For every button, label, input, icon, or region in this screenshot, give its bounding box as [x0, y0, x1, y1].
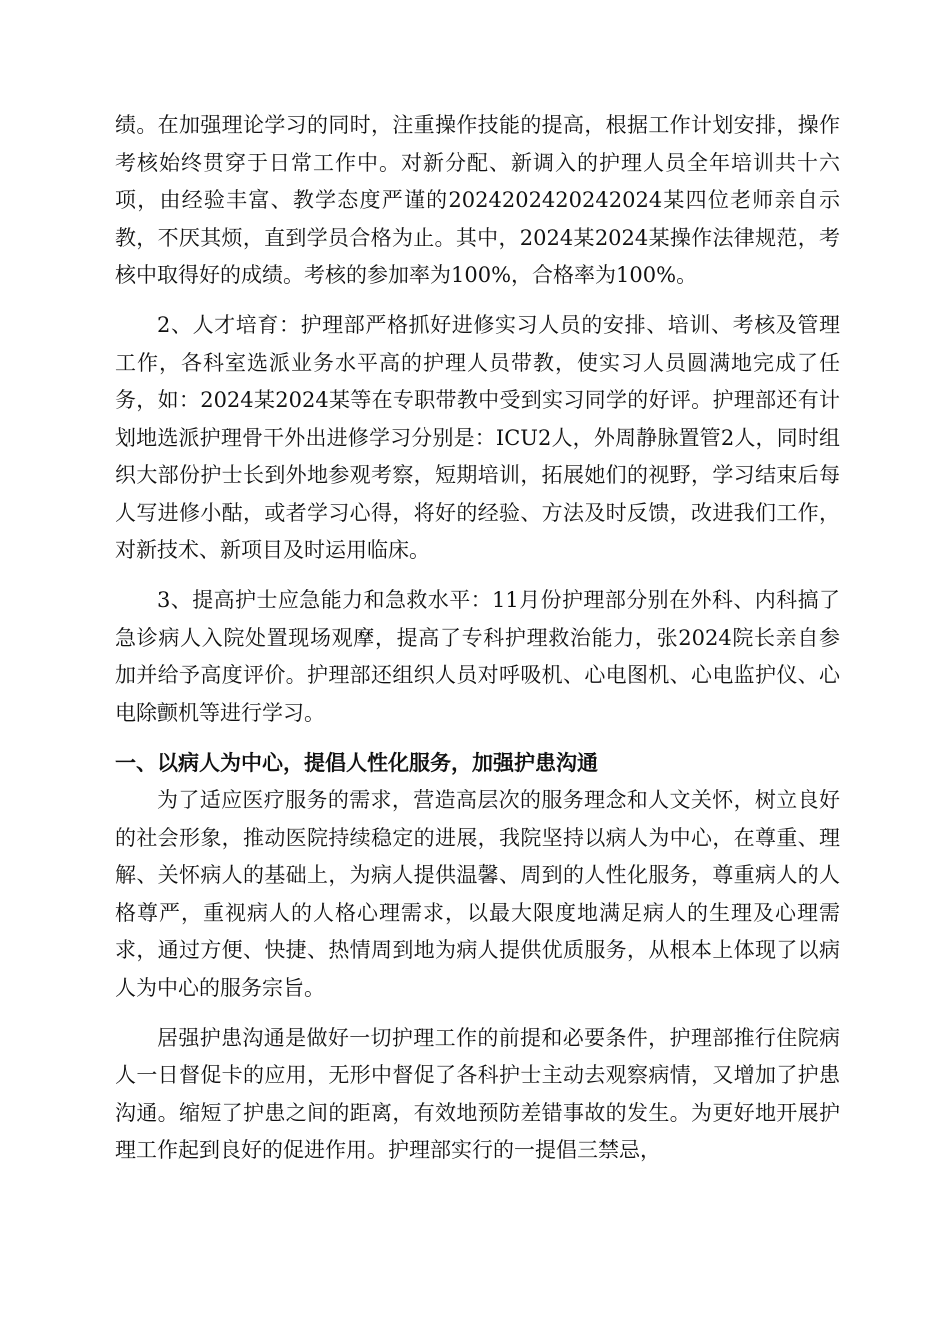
paragraph-nurse-patient-communication: 居强护患沟通是做好一切护理工作的前提和必要条件，护理部推行住院病人一日督促卡的应用，无形中督促了各科护士主动去观察病情，又增加了护患沟通。缩短了护患之间的距离，有效地预防差错事故的发生。为更好地开展护理工作起到良好的促进作用。护理部实行的一提倡三禁忌， [115, 1025, 840, 1162]
paragraph-patient-centered: 为了适应医疗服务的需求，营造高层次的服务理念和人文关怀，树立良好的社会形象，推动医院持续稳定的进展，我院坚持以病人为中心，在尊重、理解、关怀病人的基础上，为病人提供温馨、周到的人性化服务，尊重病人的人格尊严，重视病人的人格心理需求，以最大限度地满足病人的生理及心理需求，通过方便、快捷、热情周到地为病人提供优质服务，从根本上体现了以病人为中心的服务宗旨。 [115, 788, 840, 1000]
document-page [115, 107, 840, 1170]
section-heading: 一、以病人为中心，提倡人性化服务，加强护患沟通 [115, 750, 598, 775]
paragraph-emergency-ability: 3、提高护士应急能力和急救水平：11月份护理部分别在外科、内科搞了急诊病人入院处置现场观摩，提高了专科护理救治能力，张2024院长亲自参加并给予高度评价。护理部还组织人员对呼吸机、心电图机、心电监护仪、心电除颤机等进行学习。 [115, 588, 840, 725]
paragraph-training-continued: 绩。在加强理论学习的同时，注重操作技能的提高，根据工作计划安排，操作考核始终贯穿于日常工作中。对新分配、新调入的护理人员全年培训共十六项，由经验丰富、教学态度严谨的2024202420242024某四位老师亲自示教，不厌其烦，直到学员合格为止。其中，2024某2024某操作法律规范，考核中取得好的成绩。考核的参加率为100%，合格率为100%。 [115, 113, 840, 287]
paragraph-talent-cultivation: 2、人才培育：护理部严格抓好进修实习人员的安排、培训、考核及管理工作，各科室选派业务水平高的护理人员带教，使实习人员圆满地完成了任务，如：2024某2024某等在专职带教中受到实习同学的好评。护理部还有计划地选派护理骨干外出进修学习分别是：ICU2人，外周静脉置管2人，同时组织大部份护士长到外地参观考察，短期培训，拓展她们的视野，学习结束后每人写进修小酤，或者学习心得，将好的经验、方法及时反馈，改进我们工作，对新技术、新项目及时运用临床。 [115, 313, 840, 562]
